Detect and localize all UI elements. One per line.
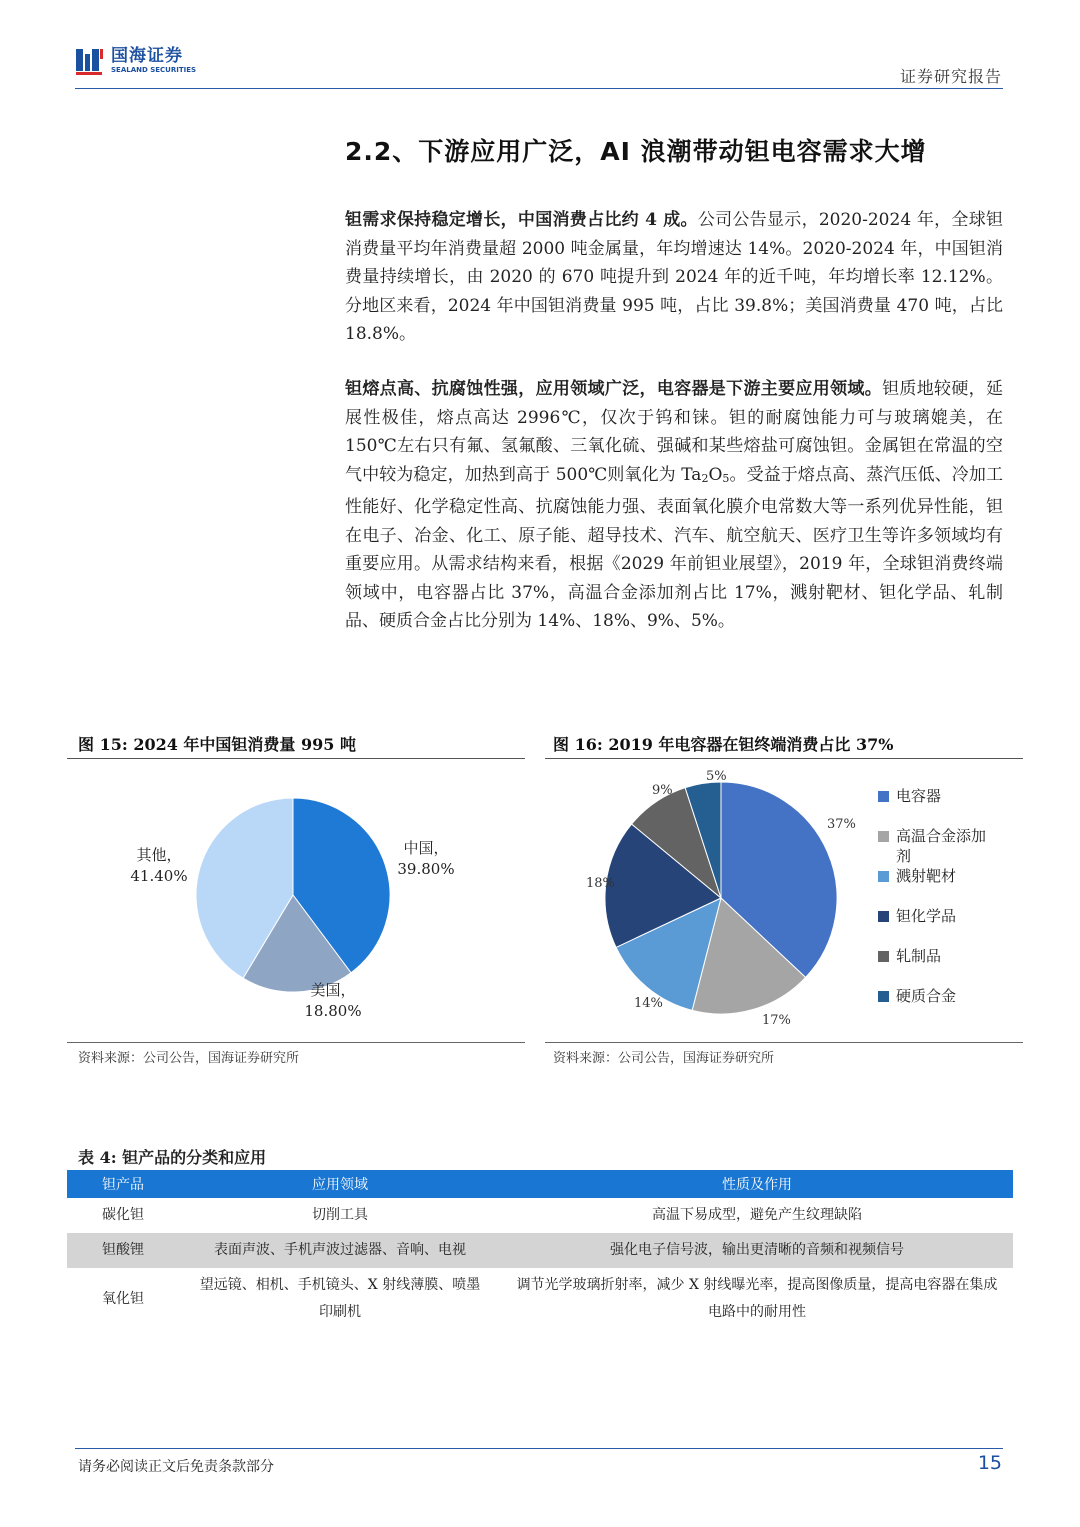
paragraph-applications-lead: 钽熔点高、抗腐蚀性强，应用领域广泛，电容器是下游主要应用领域。 [345, 379, 883, 399]
table-cell: 碳化钽 [102, 1207, 144, 1223]
legend-label: 钽化学品 [896, 907, 957, 925]
report-type-label: 证券研究报告 [899, 67, 1002, 86]
paragraph-applications [345, 375, 1003, 636]
formula-subscript-2: 2 [701, 471, 709, 485]
pie2-pct-superalloy: 17% [762, 1013, 791, 1028]
sealand-logo-icon [75, 46, 105, 76]
legend-item [878, 946, 998, 966]
table-row [67, 1198, 1013, 1233]
legend-item [878, 786, 998, 806]
table-header-application: 应用领域 [179, 1170, 501, 1198]
logo-chinese-name: 国海证券 [111, 46, 183, 66]
paragraph-demand-lead: 钽需求保持稳定增长，中国消费占比约 4 成。 [345, 210, 698, 230]
pie2-pct-carbide: 5% [706, 769, 727, 784]
legend-swatch [878, 831, 889, 842]
table-cell: 切削工具 [312, 1207, 368, 1223]
figure-16-title: 图 16: 2019 年电容器在钽终端消费占比 37% [553, 735, 894, 754]
pie1-label-usa-pct: 18.80% [304, 1002, 362, 1020]
header-divider [75, 88, 1003, 89]
table-row [67, 1233, 1013, 1268]
figure-15-top-rule [67, 758, 525, 759]
tantalum-products-table [67, 1170, 1013, 1330]
pie1-label-other [120, 845, 198, 887]
table-cell: 高温下易成型，避免产生纹理缺陷 [652, 1207, 862, 1223]
table-cell: 强化电子信号波，输出更清晰的音频和视频信号 [501, 1233, 1013, 1268]
pie1-label-other-pct: 41.40% [130, 867, 188, 885]
paragraph-demand [345, 206, 1003, 349]
legend-swatch [878, 951, 889, 962]
table-row [67, 1268, 1013, 1330]
formula-subscript-5: 5 [722, 471, 730, 485]
table-cell: 调节光学玻璃折射率，减少 X 射线曝光率，提高图像质量，提高电容器在集成电路中的耐用性 [516, 1277, 998, 1320]
table-cell: 钽酸锂 [67, 1233, 179, 1268]
paragraph-demand-body: 公司公告显示，2020-2024 年，全球钽消费量平均年消费量超 2000 吨金属量，年均增速达 14%。2020-2024 年，中国钽消费量持续增长，由 2020 的 670 吨提升到 2024 年的近千吨，年均增长率 12.12%。分地区来看，2024 年中国钽消费量 995 吨，占比 39.8%；美国消费量 470 吨，占比 18.8%。 [345, 210, 1003, 344]
table-header-row [67, 1170, 1013, 1198]
pie2-pct-sputtering: 14% [634, 996, 663, 1011]
legend-label: 高温合金添加剂 [896, 827, 987, 865]
section-title: 2.2、下游应用广泛，AI 浪潮带动钽电容需求大增 [345, 137, 927, 166]
legend-label: 溅射靶材 [896, 867, 957, 885]
figure-16-bottom-rule [545, 1042, 1023, 1043]
table-cell: 氧化钽 [102, 1290, 144, 1307]
paragraph-applications-body-c: 。受益于熔点高、蒸汽压低、冷加工性能好、化学稳定性高、抗腐蚀能力强、表面氧化膜介电常数大等一系列优异性能，钽在电子、冶金、化工、原子能、超导技术、汽车、航空航天、医疗卫生等许多领域均有重要应用。从需求结构来看，根据《2029 年前钽业展望》，2019 年，全球钽消费终端领域中，电容器占比 37%，高温合金添加剂占比 17%，溅射靶材、钽化学品、轧制品、硬质合金占比分别为 14%、18%、9%、5%。 [345, 464, 1004, 631]
pie1-label-usa-name: 美国， [310, 981, 356, 999]
footer-divider [75, 1448, 1003, 1449]
table-header-property: 性质及作用 [501, 1170, 1013, 1198]
pie2-pct-chemicals: 18% [586, 876, 615, 891]
legend-swatch [878, 791, 889, 802]
legend-swatch [878, 871, 889, 882]
legend-swatch [878, 991, 889, 1002]
logo-english-name: SEALAND SECURITIES [111, 66, 197, 74]
pie-chart-end-use [545, 760, 875, 1040]
pie2-pct-capacitor: 37% [827, 817, 856, 832]
table-cell: 表面声波、手机声波过滤器、音响、电视 [179, 1233, 501, 1268]
table-4-title: 表 4: 钽产品的分类和应用 [78, 1148, 267, 1167]
legend-label: 硬质合金 [896, 987, 957, 1005]
legend-swatch [878, 911, 889, 922]
figure-16-source: 资料来源：公司公告，国海证券研究所 [553, 1051, 775, 1066]
company-logo [75, 44, 196, 78]
legend-item [878, 906, 998, 926]
figure-15-bottom-rule [67, 1042, 525, 1043]
pie1-label-china-name: 中国， [403, 839, 449, 857]
pie1-label-usa [294, 980, 372, 1022]
pie2-legend [878, 786, 998, 1006]
disclaimer-note: 请务必阅读正文后免责条款部分 [78, 1459, 274, 1475]
figure-15-title: 图 15: 2024 年中国钽消费量 995 吨 [78, 735, 356, 754]
figure-15-source: 资料来源：公司公告，国海证券研究所 [78, 1051, 300, 1066]
paragraph-applications-body-a: 钽质地较硬，延展性极佳，熔点高达 2996℃，仅次于钨和铼。钽的耐腐蚀能力可与玻璃媲美，在 150℃左右只有氟、氢氟酸、三氧化硫、强碱和某些熔盐可腐蚀钽。金属钽在常温的空气中较为稳定，加热到高于 500℃则氧化为 Ta [345, 379, 1004, 485]
formula-o: O [708, 464, 723, 485]
figure-16-top-rule [545, 758, 1023, 759]
legend-item [878, 826, 998, 866]
legend-item [878, 986, 998, 1006]
table-cell: 望远镜、相机、手机镜头、X 射线薄膜、喷墨印刷机 [199, 1277, 481, 1320]
pie1-label-china [392, 838, 460, 880]
legend-item [878, 866, 998, 886]
page-number: 15 [977, 1452, 1002, 1474]
pie1-label-other-name: 其他， [136, 846, 182, 864]
legend-label: 电容器 [896, 787, 942, 805]
legend-label: 轧制品 [896, 947, 942, 965]
pie2-pct-mill-products: 9% [652, 783, 673, 798]
table-header-product: 钽产品 [67, 1170, 179, 1198]
pie1-label-china-pct: 39.80% [397, 860, 455, 878]
